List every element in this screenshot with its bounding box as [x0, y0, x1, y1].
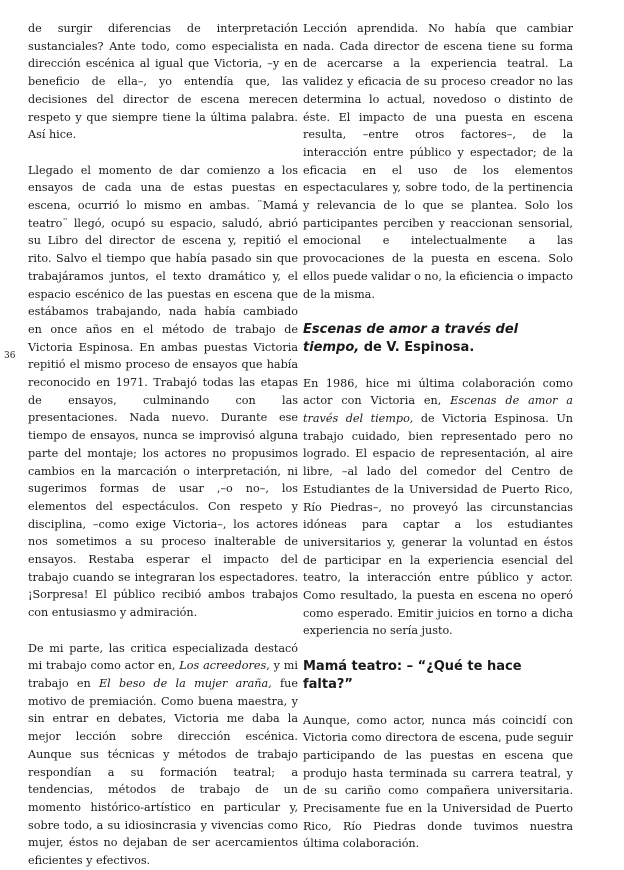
text-run: de Victoria Espinosa. Un trabajo cuidado, bien representado pero no logrado. El espacio de representación, al aire libre, –al lado del comedor del Centro de Estudiantes de la Universidad de Puerto Rico, Río Piedras–, no proveyó las circunstancias idóneas para captar a los estudiantes universitarios y, generar la voluntad en éstos de participar en la experiencia esencial del teatro, la interacción entre público y actor. Como resultado, la puesta en escena no operó como esperado. Emitir juicios en torno a dicha experiencia no sería justo. [303, 412, 573, 638]
section-heading [303, 321, 573, 357]
heading-italic-part: Escenas de amor a través del tiempo, [303, 321, 519, 355]
play-title: Los acreedores [179, 659, 267, 673]
text-run: fue motivo de premiación. Como buena maestra, y sin entrar en debates, Victoria me daba la mejor lección sobre dirección escénica. Aunque sus técnicas y métodos de trabajo respondían a su formación teatral; a tendencias, métodos de trabajo de un momento histórico-artístico en particular y, sobre todo, a su idiosincrasia y vivencias como mujer, éstos no dejaban de ser acercamientos eficientes y efectivos. [28, 676, 298, 868]
text-run: En 1986, hice mi última colaboración como actor con Victoria en, [303, 376, 573, 408]
paragraph: Aunque, como actor, nunca más coincidí con Victoria como directora de escena, pude seguir participando de las puestas en escena que produjo hasta terminada su carrera teatral, y de su cariño como compañera universitaria. Precisamente fue en la Universidad de Puerto Rico, Río Piedras donde tuvimos nuestra última colaboración. [303, 713, 573, 851]
paragraph [303, 375, 573, 641]
text-run: De mi parte, las critica especializada destacó mi trabajo como actor en, [28, 641, 298, 673]
heading-rest: de V. Espinosa. [359, 339, 475, 355]
left-column [28, 20, 298, 870]
paragraph: Llegado el momento de dar comienzo a los ensayos de cada una de estas puestas en escena, ocurrió lo mismo en ambas. ¨Mamá teatro¨ llegó, ocupó su espacio, saludó, abrió su Libro del director de escena y, repitió el rito. Salvo el tiempo que había pasado sin que trabajáramos juntos, el texto dramático y, el espacio escénico de las puestas en escena que estábamos trabajando, nada había cambiado en once años en el método de trabajo de Victoria Espinosa. En ambas puestas Victoria repitió el mismo proceso de ensayos que había reconocido en 1971. Trabajó todas las etapas de ensayos, culminando con las presentaciones. Nada nuevo. Durante ese tiempo de ensayos, nunca se improvisó alguna parte del montaje; los actores no propusimos cambios en la marcación o interpretación, ni sugerimos formas de usar ,–o no–, los elementos del espectáculos. Con respeto y disciplina, –como exige Victoria–, los actores nos sometimos a su proceso inalterable de ensayos. Restaba esperar el impacto del trabajo cuando se integraran los espectadores. ¡Sorpresa! El público recibió ambos trabajos con entusiasmo y admiración. [28, 163, 298, 620]
play-title: El beso de la mujer araña, [98, 676, 272, 690]
text-run: , y mi trabajo en [28, 659, 298, 690]
right-column [303, 20, 573, 853]
paragraph [28, 640, 298, 870]
play-title: Escenas de amor a través del tiempo, [303, 394, 573, 426]
page-number: 36 [4, 351, 16, 361]
paragraph: de surgir diferencias de interpretación sustanciales? Ante todo, como especialista en dirección escénica al igual que Victoria, –y en beneficio de ella–, yo entendía que, las decisiones del director de escena merecen respeto y que siempre tiene la última palabra. Así hice. [28, 22, 298, 142]
paragraph: Lección aprendida. No había que cambiar nada. Cada director de escena tiene su forma de acercarse a la experiencia teatral. La validez y eficacia de su proceso creador no las determina lo actual, novedoso o distinto de éste. El impacto de una puesta en escena resulta, –entre otros factores–, de la interacción entre público y espectador; de la eficacia en el uso de los elementos espectaculares y, sobre todo, de la pertinencia y relevancia de lo que se plantea. Solo los participantes perciben y reaccionan sensorial, emocional e intelectualmente a las provocaciones de la puesta en escena. Solo ellos puede validar o no, la eficiencia o impacto de la misma. [303, 22, 573, 301]
section-heading: Mamá teatro: – “¿Qué te hace falta?” [303, 658, 522, 692]
